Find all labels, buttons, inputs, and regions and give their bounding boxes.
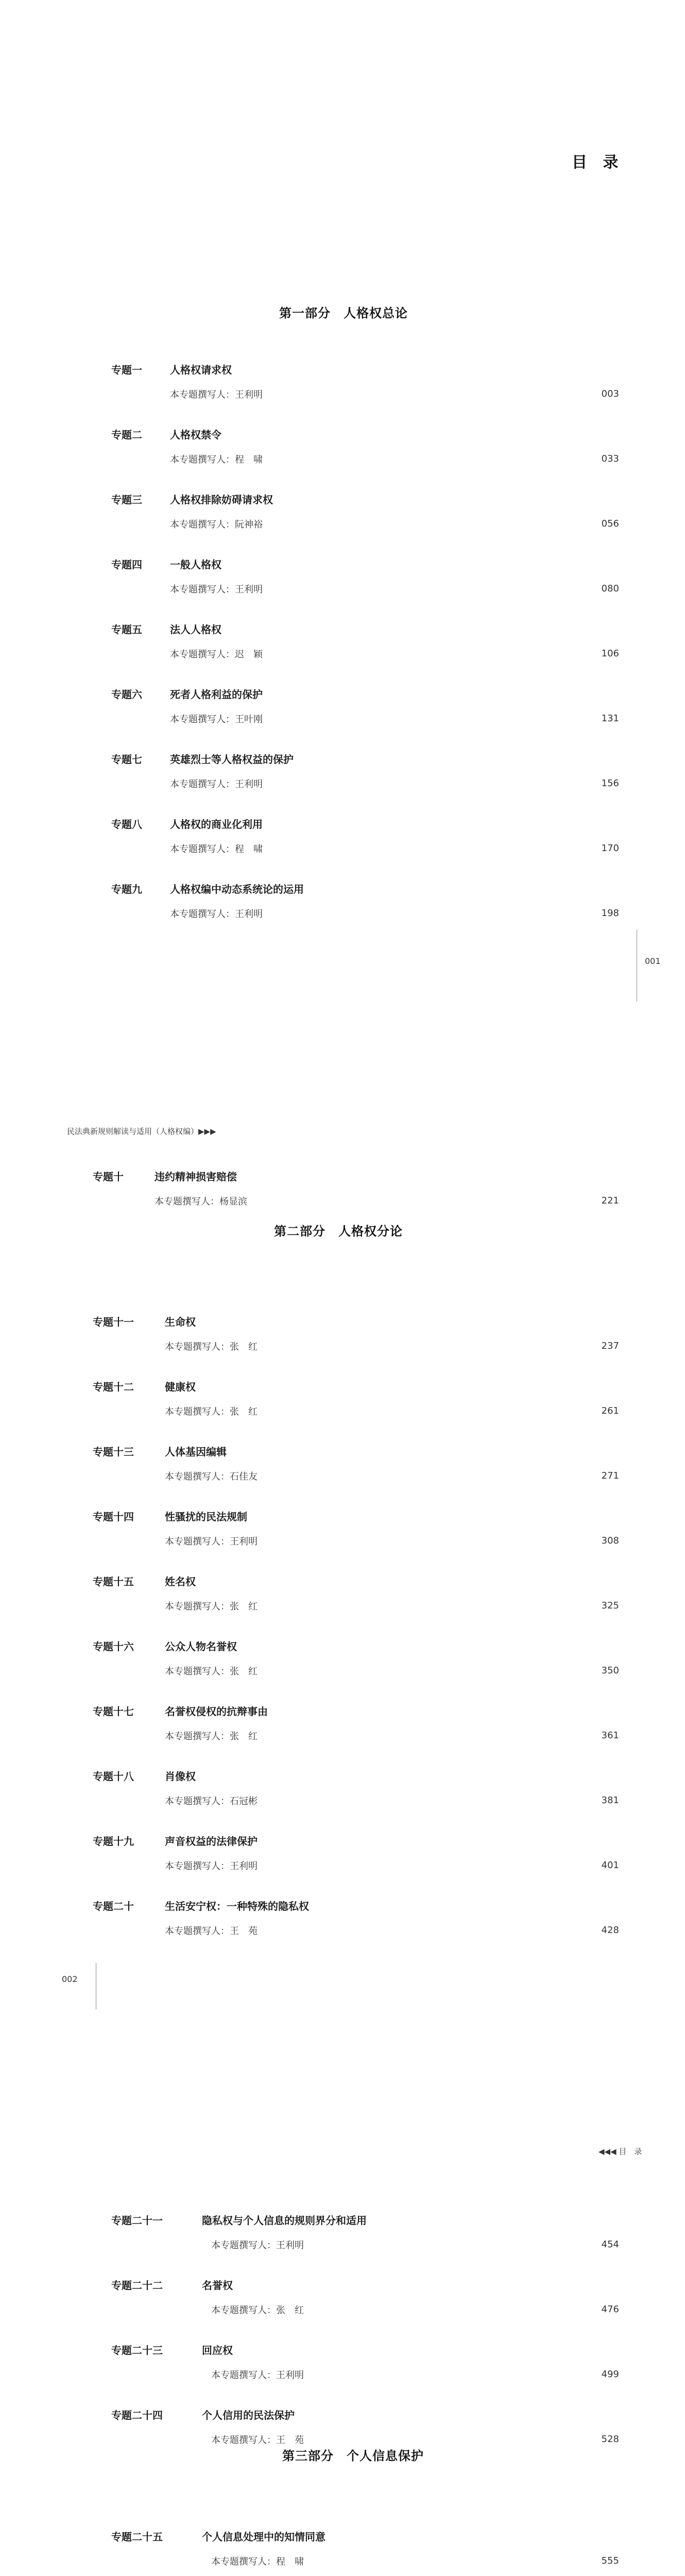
page-number: 555 xyxy=(601,2555,619,2566)
topic-title: 名誉权 xyxy=(202,2279,233,2292)
topic-title: 人格权的商业化利用 xyxy=(170,818,263,831)
topic-title: 违约精神损害赔偿 xyxy=(155,1171,237,1183)
topic-author: 本专题撰写人：王利明 xyxy=(165,1536,258,1547)
page-number: 080 xyxy=(601,583,619,594)
topic-author: 本专题撰写人：王利明 xyxy=(170,584,263,595)
page-1 xyxy=(0,0,685,966)
topic-number: 专题五 xyxy=(111,623,142,636)
topic-number: 专题十六 xyxy=(93,1640,134,1653)
folio: 001 xyxy=(645,956,661,966)
topic-author: 本专题撰写人：张 红 xyxy=(165,1666,258,1677)
topic-author: 本专题撰写人：张 红 xyxy=(165,1406,258,1417)
part-title: 第三部分 个人信息保护 xyxy=(282,2448,424,2463)
page-number: 499 xyxy=(601,2369,619,2380)
topic-number: 专题十八 xyxy=(93,1770,134,1783)
part-title: 第一部分 人格权总论 xyxy=(279,306,408,320)
topic-title: 生活安宁权：一种特殊的隐私权 xyxy=(165,1900,309,1912)
topic-number: 专题二十四 xyxy=(111,2409,163,2421)
topic-title: 法人人格权 xyxy=(170,623,221,636)
page-3 xyxy=(0,2009,685,2576)
topic-author: 本专题撰写人：张 红 xyxy=(165,1342,258,1352)
topic-number: 专题十 xyxy=(93,1171,124,1183)
topic-author: 本专题撰写人：程 啸 xyxy=(170,844,263,855)
page-number: 401 xyxy=(601,1860,619,1871)
topic-title: 名誉权侵权的抗辩事由 xyxy=(165,1705,268,1718)
topic-title: 人体基因编辑 xyxy=(165,1446,227,1458)
topic-number: 专题一 xyxy=(111,364,142,376)
page-number: 237 xyxy=(601,1341,619,1351)
topic-title: 死者人格利益的保护 xyxy=(170,688,263,701)
topic-number: 专题十七 xyxy=(93,1705,134,1718)
topic-author: 本专题撰写人：迟 颖 xyxy=(170,649,263,660)
page-number: 221 xyxy=(601,1195,619,1206)
folio: 002 xyxy=(62,1974,78,1984)
topic-title: 声音权益的法律保护 xyxy=(165,1835,258,1848)
topic-number: 专题二十二 xyxy=(111,2279,163,2292)
topic-title: 英雄烈士等人格权益的保护 xyxy=(170,753,294,766)
topic-author: 本专题撰写人：石佳友 xyxy=(165,1471,258,1482)
topic-number: 专题四 xyxy=(111,558,142,571)
topic-number: 专题七 xyxy=(111,753,142,766)
topic-author: 本专题撰写人：王 苑 xyxy=(211,2435,304,2446)
page-number: 308 xyxy=(601,1535,619,1546)
page-2 xyxy=(0,1030,685,2009)
topic-title: 一般人格权 xyxy=(170,558,221,571)
running-header: 民法典新规则解读与适用（人格权编）▶▶▶ xyxy=(67,1127,216,1136)
topic-number: 专题十二 xyxy=(93,1381,134,1393)
topic-author: 本专题撰写人：王利明 xyxy=(170,389,263,400)
topic-number: 专题十九 xyxy=(93,1835,134,1848)
running-header: ◀◀◀ 目 录 xyxy=(598,2147,642,2156)
page-number: 325 xyxy=(601,1600,619,1611)
topic-author: 本专题撰写人：程 啸 xyxy=(211,2556,304,2567)
topic-number: 专题八 xyxy=(111,818,142,831)
topic-author: 本专题撰写人：王利明 xyxy=(211,2240,304,2251)
topic-number: 专题二十一 xyxy=(111,2214,163,2227)
topic-author: 本专题撰写人：王利明 xyxy=(170,909,263,920)
topic-number: 专题二十 xyxy=(93,1900,134,1912)
topic-number: 专题十一 xyxy=(93,1316,134,1328)
part-title: 第二部分 人格权分论 xyxy=(274,1224,403,1239)
topic-title: 人格权排除妨碍请求权 xyxy=(170,494,273,506)
topic-author: 本专题撰写人：王利明 xyxy=(211,2370,304,2381)
topic-number: 专题二十三 xyxy=(111,2344,163,2357)
topic-title: 回应权 xyxy=(202,2344,233,2357)
page-number: 198 xyxy=(601,908,619,919)
topic-title: 生命权 xyxy=(165,1316,196,1328)
page-number: 170 xyxy=(601,843,619,854)
topic-title: 人格权请求权 xyxy=(170,364,232,376)
topic-title: 人格权禁令 xyxy=(170,429,221,441)
topic-title: 个人信息处理中的知情同意 xyxy=(202,2531,326,2543)
toc-title: 目 录 xyxy=(572,154,624,172)
topic-number: 专题二 xyxy=(111,429,142,441)
page-number: 476 xyxy=(601,2304,619,2315)
topic-number: 专题十四 xyxy=(93,1511,134,1523)
page-number: 428 xyxy=(601,1925,619,1936)
page-number: 156 xyxy=(601,778,619,789)
topic-author: 本专题撰写人：王叶刚 xyxy=(170,714,263,725)
topic-number: 专题三 xyxy=(111,494,142,506)
topic-title: 公众人物名誉权 xyxy=(165,1640,237,1653)
topic-title: 隐私权与个人信息的规则界分和适用 xyxy=(202,2214,367,2227)
page-number: 454 xyxy=(601,2239,619,2250)
page-number: 106 xyxy=(601,648,619,659)
topic-title: 性骚扰的民法规制 xyxy=(165,1511,247,1523)
page-number: 271 xyxy=(601,1470,619,1481)
topic-author: 本专题撰写人：张 红 xyxy=(211,2305,304,2316)
page-number: 261 xyxy=(601,1405,619,1416)
page-number: 361 xyxy=(601,1730,619,1741)
topic-number: 专题十五 xyxy=(93,1575,134,1588)
topic-author: 本专题撰写人：阮神裕 xyxy=(170,519,263,530)
topic-number: 专题十三 xyxy=(93,1446,134,1458)
topic-author: 本专题撰写人：张 红 xyxy=(165,1601,258,1612)
topic-author: 本专题撰写人：王利明 xyxy=(170,779,263,790)
topic-author: 本专题撰写人：石冠彬 xyxy=(165,1796,258,1807)
page-number: 033 xyxy=(601,453,619,464)
topic-author: 本专题撰写人：王利明 xyxy=(165,1861,258,1872)
topic-author: 本专题撰写人：王 苑 xyxy=(165,1926,258,1937)
topic-number: 专题九 xyxy=(111,883,142,895)
page-number: 056 xyxy=(601,518,619,529)
topic-number: 专题二十五 xyxy=(111,2531,163,2543)
topic-author: 本专题撰写人：张 红 xyxy=(165,1731,258,1742)
page-number: 381 xyxy=(601,1795,619,1806)
topic-author: 本专题撰写人：杨显滨 xyxy=(155,1196,247,1207)
topic-title: 人格权编中动态系统论的运用 xyxy=(170,883,304,895)
page-number: 131 xyxy=(601,713,619,724)
topic-title: 个人信用的民法保护 xyxy=(202,2409,295,2421)
topic-number: 专题六 xyxy=(111,688,142,701)
page-number: 003 xyxy=(601,388,619,399)
page-number: 528 xyxy=(601,2434,619,2445)
page-number: 350 xyxy=(601,1665,619,1676)
topic-title: 姓名权 xyxy=(165,1575,196,1588)
topic-title: 健康权 xyxy=(165,1381,196,1393)
topic-author: 本专题撰写人：程 啸 xyxy=(170,454,263,465)
topic-title: 肖像权 xyxy=(165,1770,196,1783)
